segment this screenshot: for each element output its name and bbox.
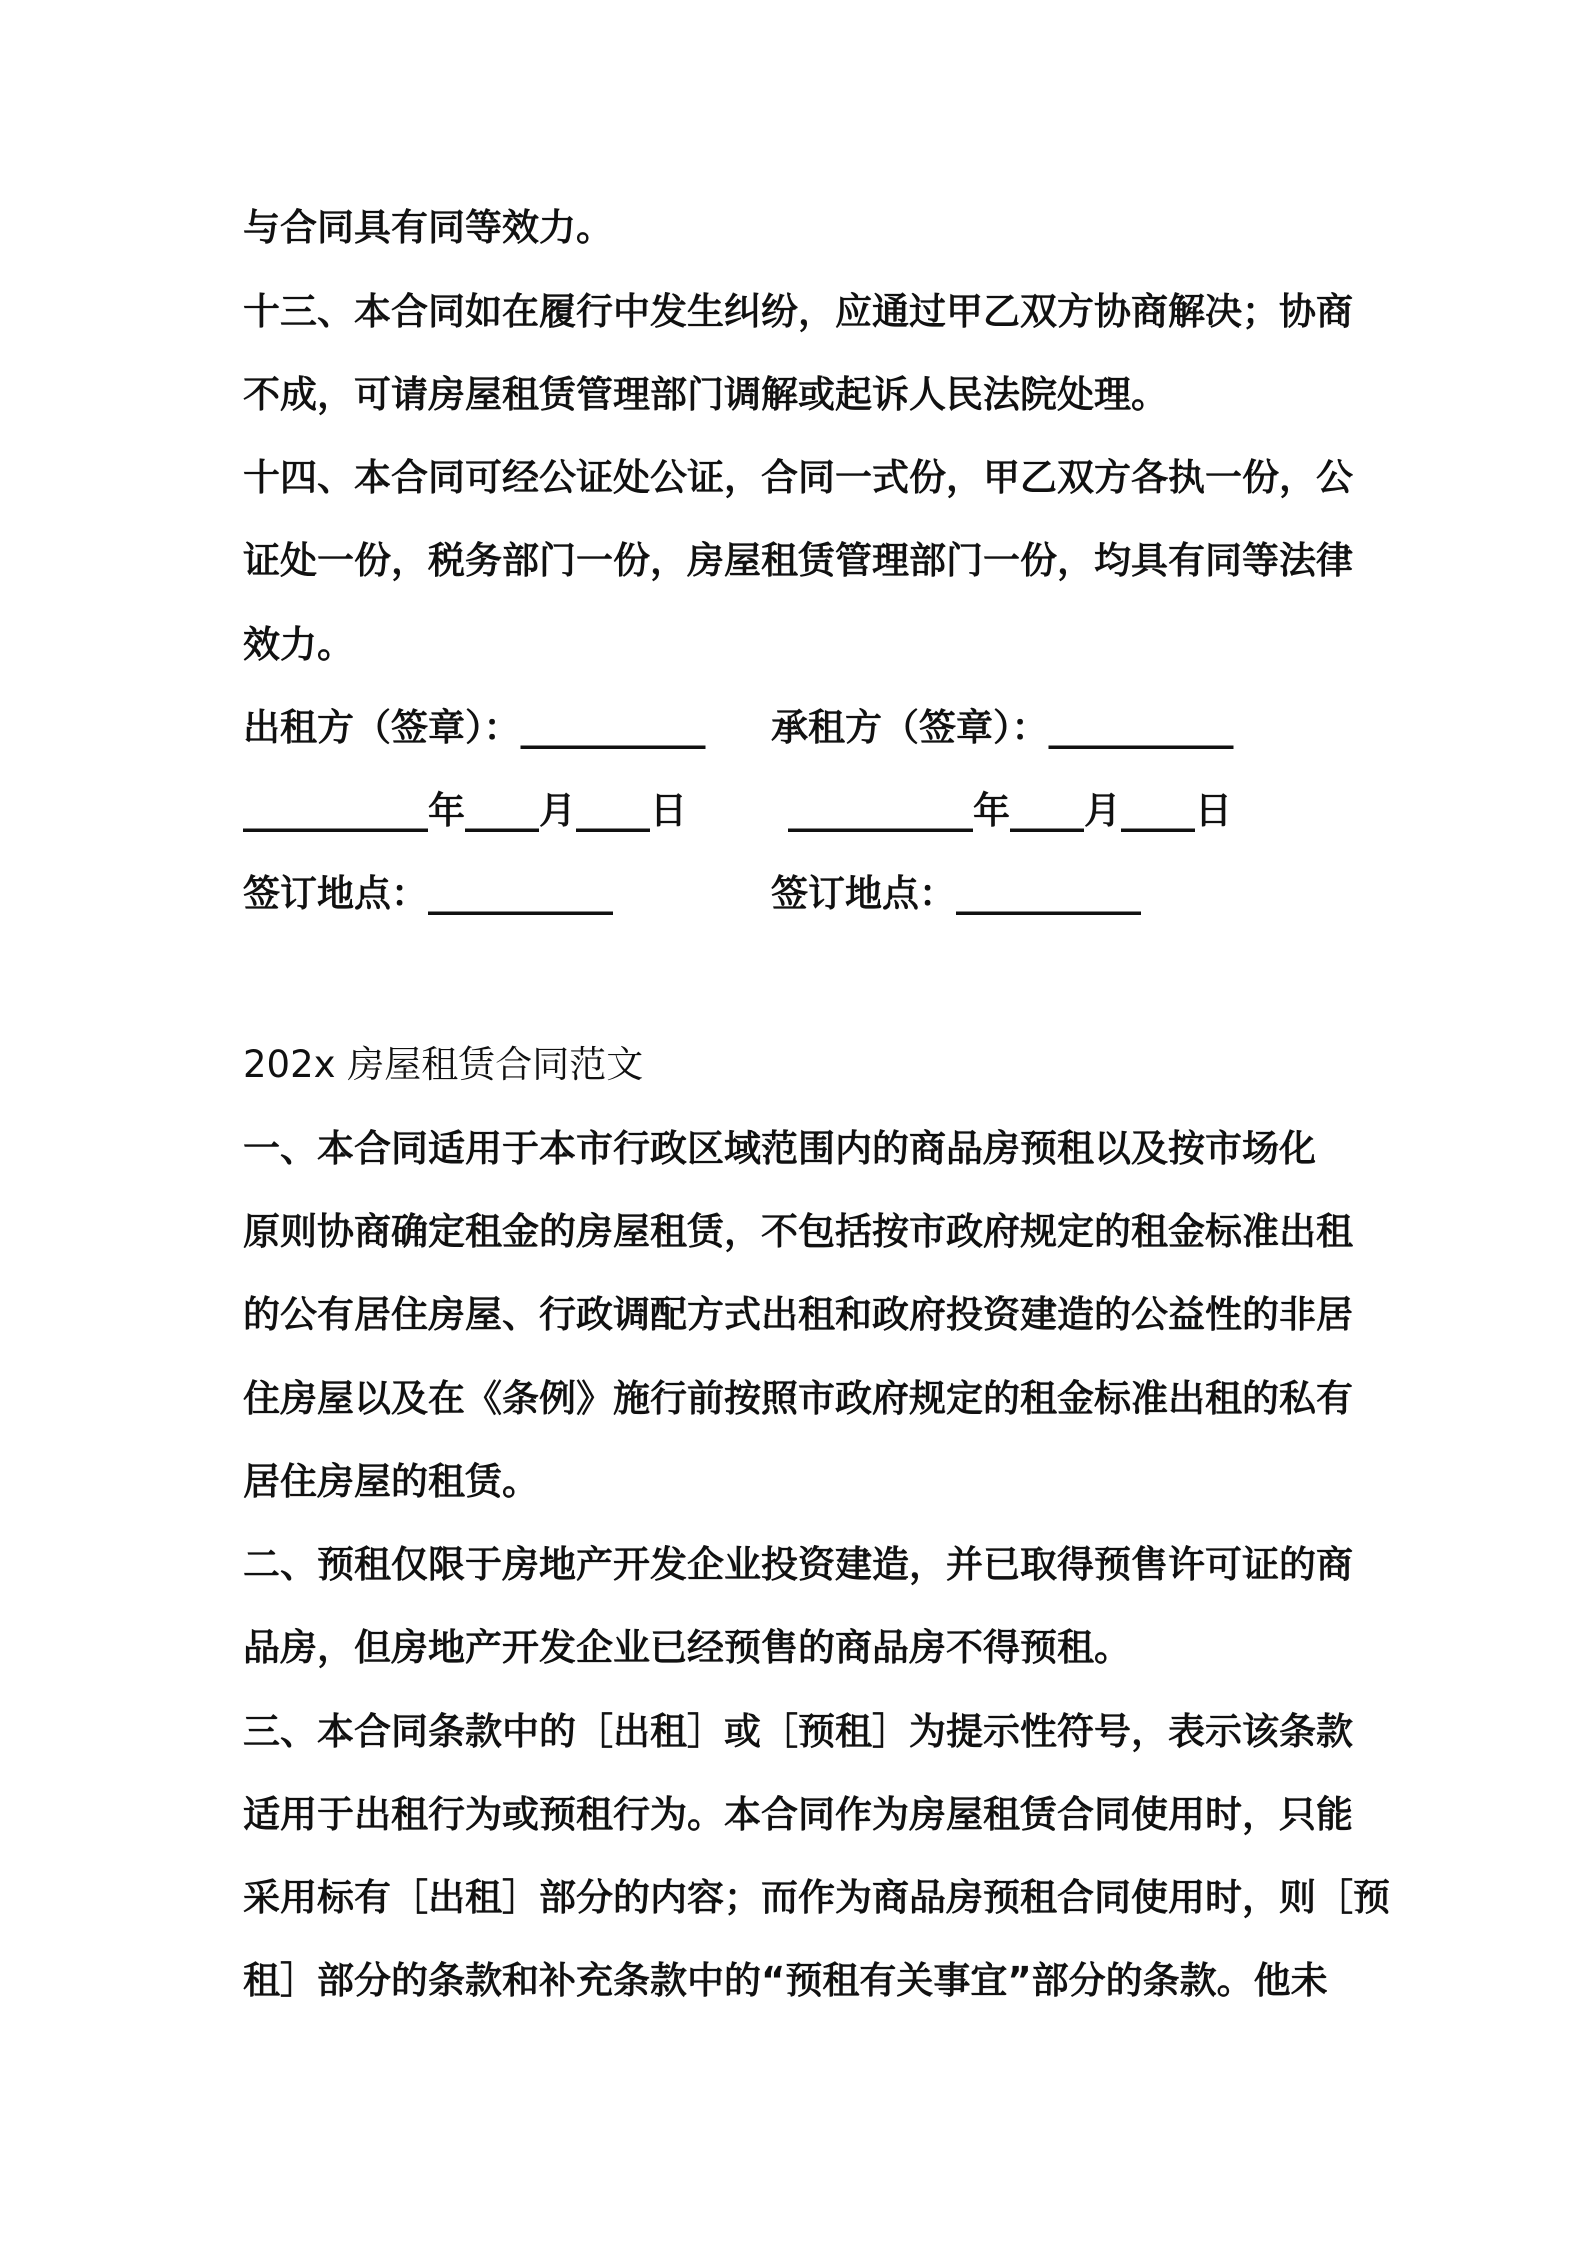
lessee-signature: 承租方（签章）：__________ [771, 706, 1234, 749]
clause-3-line: 适用于出租行为或预租行为。本合同作为房屋租赁合同使用时，只能 [243, 1793, 1353, 1836]
clause-14-line: 证处一份，税务部门一份，房屋租赁管理部门一份，均具有同等法律 [243, 539, 1353, 582]
paragraph-line: 与合同具有同等效力。 [243, 206, 613, 249]
clause-1-line: 原则协商确定租金的房屋租赁，不包括按市政府规定的租金标准出租 [243, 1210, 1353, 1253]
section-title: 202x 房屋租赁合同范文 [243, 1043, 644, 1086]
clause-3-line: 采用标有［出租］部分的内容；而作为商品房预租合同使用时，则［预 [243, 1876, 1390, 1919]
clause-3-line: 租］部分的条款和补充条款中的“预租有关事宜”部分的条款。他未 [243, 1959, 1328, 2002]
clause-1-line: 住房屋以及在《条例》施行前按照市政府规定的租金标准出租的私有 [243, 1377, 1353, 1420]
lessee-date: __________年____月____日 [788, 789, 1232, 832]
clause-14-line: 十四、本合同可经公证处公证，合同一式份，甲乙双方各执一份，公 [243, 456, 1353, 499]
lessor-date: __________年____月____日 [243, 789, 687, 832]
clause-3-line: 三、本合同条款中的［出租］或［预租］为提示性符号，表示该条款 [243, 1710, 1353, 1753]
clause-2-line: 二、预租仅限于房地产开发企业投资建造，并已取得预售许可证的商 [243, 1543, 1353, 1586]
clause-1-line: 一、本合同适用于本市行政区域范围内的商品房预租以及按市场化 [243, 1127, 1316, 1170]
lessor-signature: 出租方（签章）：__________ [243, 706, 706, 749]
clause-13-line: 不成，可请房屋租赁管理部门调解或起诉人民法院处理。 [243, 373, 1168, 416]
clause-1-line: 居住房屋的租赁。 [243, 1460, 539, 1503]
lessor-signing-place: 签订地点：__________ [243, 872, 613, 915]
clause-13-line: 十三、本合同如在履行中发生纠纷，应通过甲乙双方协商解决；协商 [243, 290, 1353, 333]
clause-2-line: 品房，但房地产开发企业已经预售的商品房不得预租。 [243, 1626, 1131, 1669]
clause-14-line: 效力。 [243, 623, 354, 666]
lessee-signing-place: 签订地点：__________ [771, 872, 1141, 915]
clause-1-line: 的公有居住房屋、行政调配方式出租和政府投资建造的公益性的非居 [243, 1293, 1353, 1336]
